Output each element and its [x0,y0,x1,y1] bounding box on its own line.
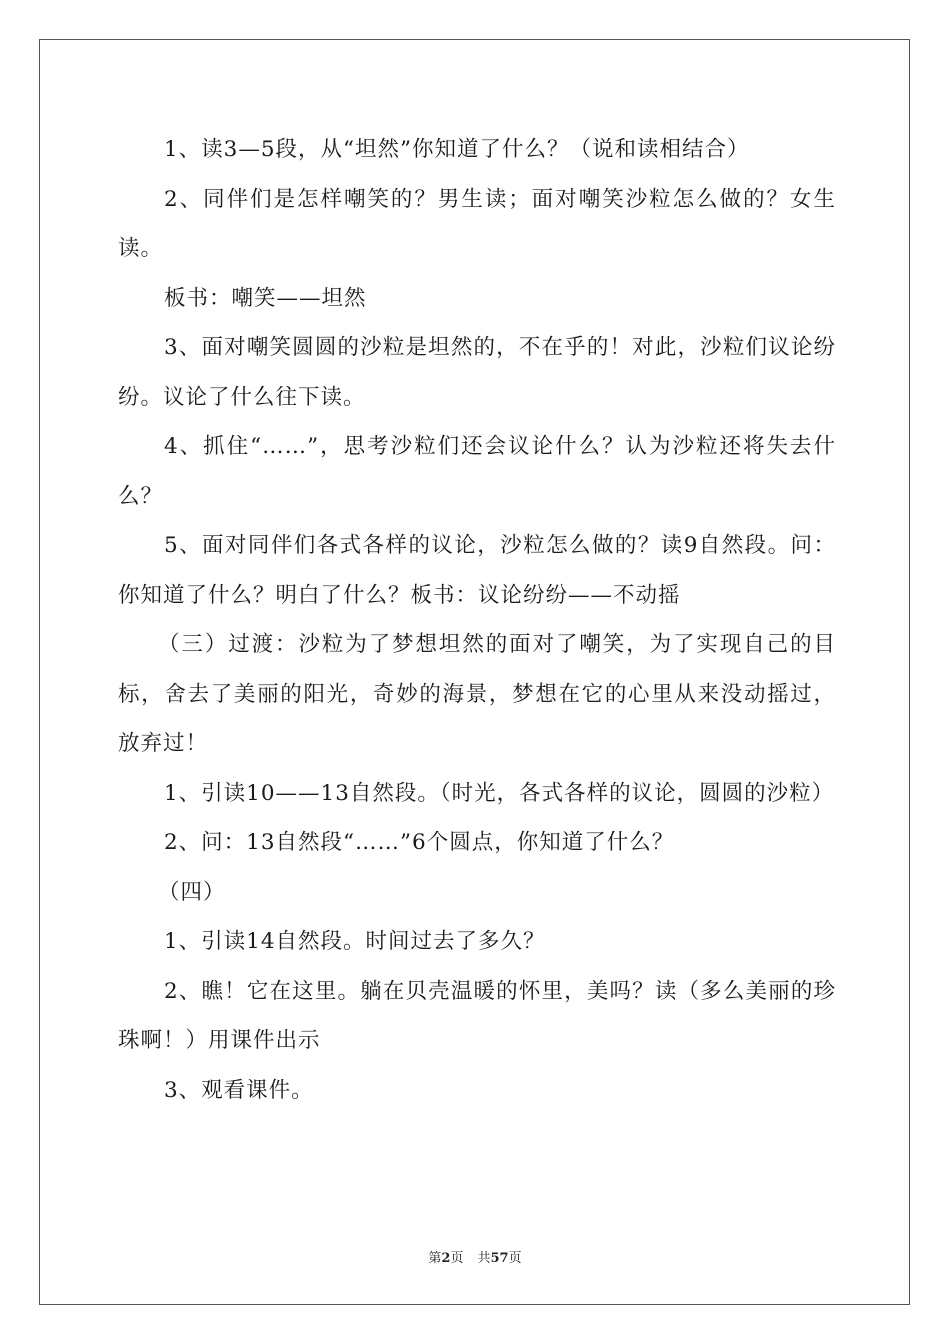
footer-total-prefix: 共 [477,1251,491,1266]
paragraph-5: 5、面对同伴们各式各样的议论，沙粒怎么做的？读9自然段。问：你知道了什么？明白了什么？板书：议论纷纷——不动摇 [118,533,836,608]
page-footer [0,1247,950,1266]
footer-total-pages: 57 [490,1251,509,1266]
footer-total-suffix: 页 [508,1251,522,1266]
footer-page-number: 2 [441,1251,451,1266]
paragraph-1: 1、读3—5段，从“坦然”你知道了什么？（说和读相结合） [164,137,750,162]
paragraph-2: 2、同伴们是怎样嘲笑的？男生读；面对嘲笑沙粒怎么做的？女生读。 [118,186,836,261]
paragraph-6: 1、引读10——13自然段。（时光，各式各样的议论，圆圆的沙粒） [164,780,835,806]
paragraph-7: 2、问：13自然段“……”6个圆点，你知道了什么？ [164,830,675,855]
section-four-heading: （四） [158,879,226,905]
paragraph-board-note: 板书：嘲笑——坦然 [164,285,367,311]
paragraph-8: 1、引读14自然段。时间过去了多久？ [164,929,546,954]
paragraph-3: 3、面对嘲笑圆圆的沙粒是坦然的，不在乎的！对此，沙粒们议论纷纷。议论了什么往下读。 [118,335,836,410]
footer-page-prefix: 第 [428,1251,442,1266]
paragraph-9: 2、瞧！它在这里。躺在贝壳温暖的怀里，美吗？读（多么美丽的珍珠啊！）用课件出示 [118,978,836,1053]
footer-page-suffix: 页 [450,1251,464,1266]
paragraph-10: 3、观看课件。 [164,1077,314,1103]
document-body [118,125,836,1115]
paragraph-4: 4、抓住“……”，思考沙粒们还会议论什么？认为沙粒还将失去什么？ [118,434,836,509]
section-three-transition: （三）过渡：沙粒为了梦想坦然的面对了嘲笑，为了实现自己的目标，舍去了美丽的阳光，奇妙的海景，梦想在它的心里从来没动摇过，放弃过！ [118,632,836,756]
